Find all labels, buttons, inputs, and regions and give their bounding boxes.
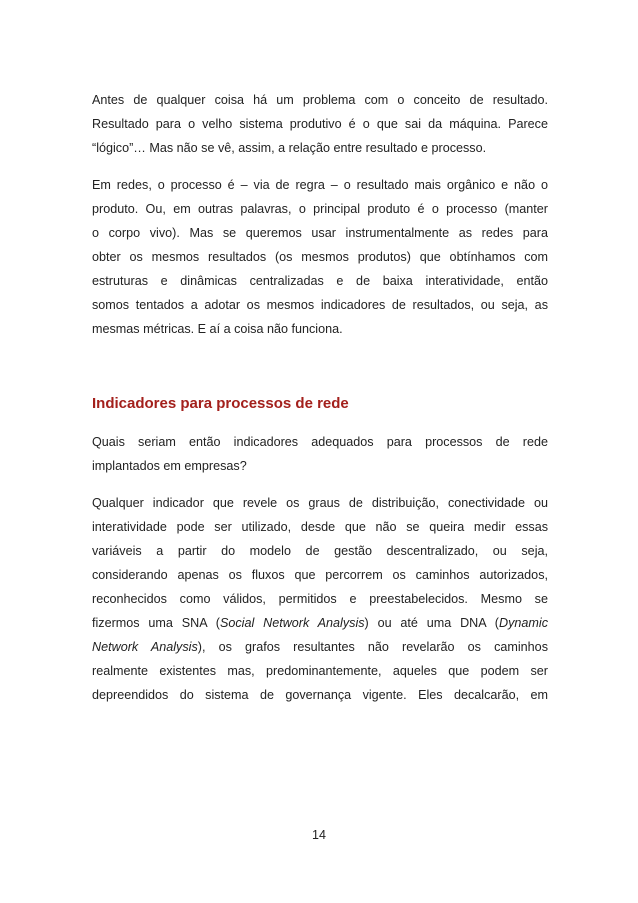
paragraph-2 <box>92 173 548 341</box>
text-line: interatividade pode ser utilizado, desde que não se queira medir essas <box>92 520 548 534</box>
italic-term: Dynamic <box>499 616 548 630</box>
text-line: somos tentados a adotar os mesmos indicadores de resultados, ou seja, as <box>92 298 548 312</box>
text-line: variáveis a partir do modelo de gestão descentralizado, ou seja, <box>92 544 548 558</box>
text-line: implantados em empresas? <box>92 459 247 473</box>
text-line: depreendidos do sistema de governança vigente. Eles decalcarão, em <box>92 688 548 702</box>
text-span: fizermos uma SNA ( <box>92 616 220 630</box>
text-line: reconhecidos como válidos, permitidos e preestabelecidos. Mesmo se <box>92 592 548 606</box>
text-span: ), os grafos resultantes não revelarão os caminhos <box>197 640 548 654</box>
text-line: Antes de qualquer coisa há um problema com o conceito de resultado. <box>92 93 548 107</box>
text-line: mesmas métricas. E aí a coisa não funciona. <box>92 322 343 336</box>
italic-term: Social Network Analysis <box>219 616 365 630</box>
text-line: Em redes, o processo é – via de regra – o resultado mais orgânico e não o <box>92 178 548 192</box>
text-line: o corpo vivo). Mas se queremos usar instrumentalmente as redes para <box>92 226 548 240</box>
text-line: Qualquer indicador que revele os graus de distribuição, conectividade ou <box>92 496 548 510</box>
text-line: considerando apenas os fluxos que percorrem os caminhos autorizados, <box>92 568 548 582</box>
text-line: “lógico”… Mas não se vê, assim, a relação entre resultado e processo. <box>92 141 487 155</box>
document-page <box>92 88 548 720</box>
text-line: produto. Ou, em outras palavras, o principal produto é o processo (manter <box>92 202 548 216</box>
italic-term: Network Analysis <box>92 640 198 654</box>
page-number: 14 <box>312 828 326 842</box>
text-line: obter os mesmos resultados (os mesmos produtos) que obtínhamos com <box>92 250 548 264</box>
text-line: estruturas e dinâmicas centralizadas e de baixa interatividade, então <box>92 274 548 288</box>
paragraph-4 <box>92 491 548 707</box>
text-span: ) ou até uma DNA ( <box>364 616 499 630</box>
paragraph-3 <box>92 430 548 478</box>
text-line-mixed <box>92 611 548 635</box>
text-line: Quais seriam então indicadores adequados para processos de rede <box>92 435 548 449</box>
text-line: Resultado para o velho sistema produtivo é o que sai da máquina. Parece <box>92 117 548 131</box>
text-line-mixed <box>92 635 548 659</box>
text-line: realmente existentes mas, predominantemente, aqueles que podem ser <box>92 664 548 678</box>
section-heading: Indicadores para processos de rede <box>92 395 349 412</box>
paragraph-1 <box>92 88 548 160</box>
